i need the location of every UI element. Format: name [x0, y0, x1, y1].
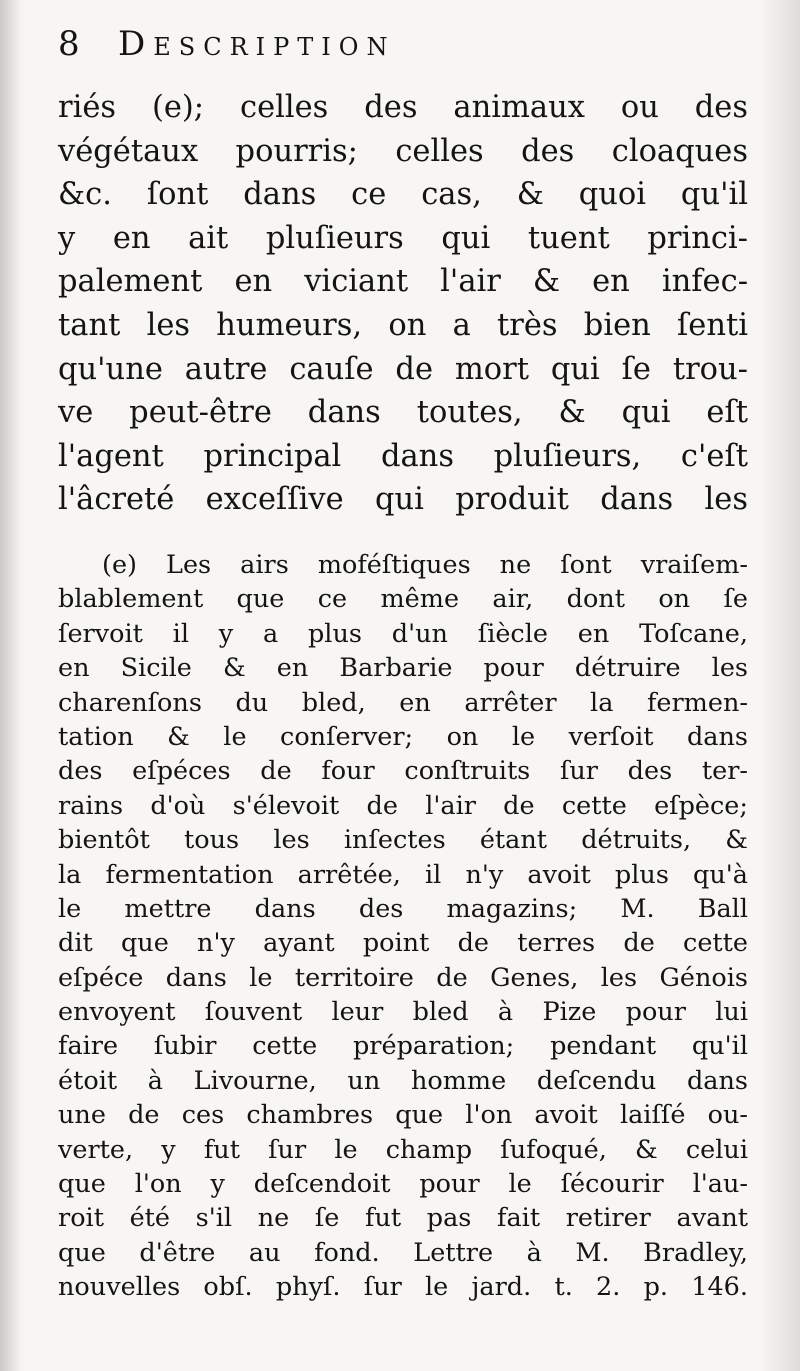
running-title: Description	[118, 24, 396, 64]
footnote-line: étoit à Livourne, un homme deſcendu dans	[58, 1065, 748, 1096]
footnote-line: roit été s'il ne ſe fut pas fait retirer avant	[58, 1203, 748, 1234]
main-text-line: y en ait pluſieurs qui tuent princi-	[58, 220, 748, 256]
footnote-line: que l'on y deſcendoit pour le ſécourir l'au-	[58, 1169, 748, 1200]
footnote-line: envoyent ſouvent leur bled à Pize pour lui	[58, 997, 748, 1028]
footnote-line: charenſons du bled, en arrêter la fermen-	[58, 687, 748, 718]
main-text-line: l'âcreté exceſſive qui produit dans les	[58, 482, 748, 518]
footnote-line: rains d'où s'élevoit de l'air de cette eſpèce;	[58, 790, 748, 821]
page-header	[58, 18, 618, 70]
footnote-line: dit que n'y ayant point de terres de cette	[58, 928, 748, 959]
main-text-line: végétaux pourris; celles des cloaques	[58, 133, 748, 169]
footnote-line: ſervoit il y a plus d'un ſiècle en Toſcane,	[58, 618, 748, 649]
main-text-line: tant les humeurs, on a très bien ſenti	[58, 307, 748, 343]
footnote-block	[58, 548, 748, 1305]
footnote-line: le mettre dans des magazins; M. Ball	[58, 893, 748, 924]
main-text-block	[58, 86, 748, 522]
footnote-line: tation & le conſerver; on le verſoit dans	[58, 721, 748, 752]
footnote-line: la fermentation arrêtée, il n'y avoit plus qu'à	[58, 859, 748, 890]
footnote-line: des eſpéces de four conſtruits ſur des ter-	[58, 756, 748, 787]
main-text-line: palement en viciant l'air & en infec-	[58, 264, 748, 300]
footnote-line: blablement que ce même air, dont on ſe	[58, 584, 748, 615]
footnote-line: verte, y fut ſur le champ ſufoqué, & celui	[58, 1134, 748, 1165]
main-text-line: l'agent principal dans pluſieurs, c'eſt	[58, 438, 748, 474]
footnote-line: bientôt tous les inſectes étant détruits, &	[58, 825, 748, 856]
main-text-line: qu'une autre cauſe de mort qui ſe trou-	[58, 351, 748, 387]
footnote-line: que d'être au fond. Lettre à M. Bradley,	[58, 1237, 748, 1268]
page-number: 8	[58, 24, 80, 64]
footnote-line: en Sicile & en Barbarie pour détruire les	[58, 653, 748, 684]
footnote-line: (e) Les airs moféſtiques ne ſont vraiſem-	[102, 550, 748, 580]
footnote-line: une de ces chambres que l'on avoit laiſſé ou-	[58, 1100, 748, 1131]
main-text-line: ve peut-être dans toutes, & qui eſt	[58, 395, 748, 431]
footnote-line: nouvelles obſ. phyſ. ſur le jard. t. 2. p. 146.	[58, 1272, 748, 1303]
main-text-line: riés (e); celles des animaux ou des	[58, 90, 748, 125]
footnote-line: eſpéce dans le territoire de Genes, les Génois	[58, 962, 748, 993]
main-text-line: &c. ſont dans ce cas, & quoi qu'il	[58, 177, 748, 213]
footnote-line: faire ſubir cette préparation; pendant qu'il	[58, 1031, 748, 1062]
